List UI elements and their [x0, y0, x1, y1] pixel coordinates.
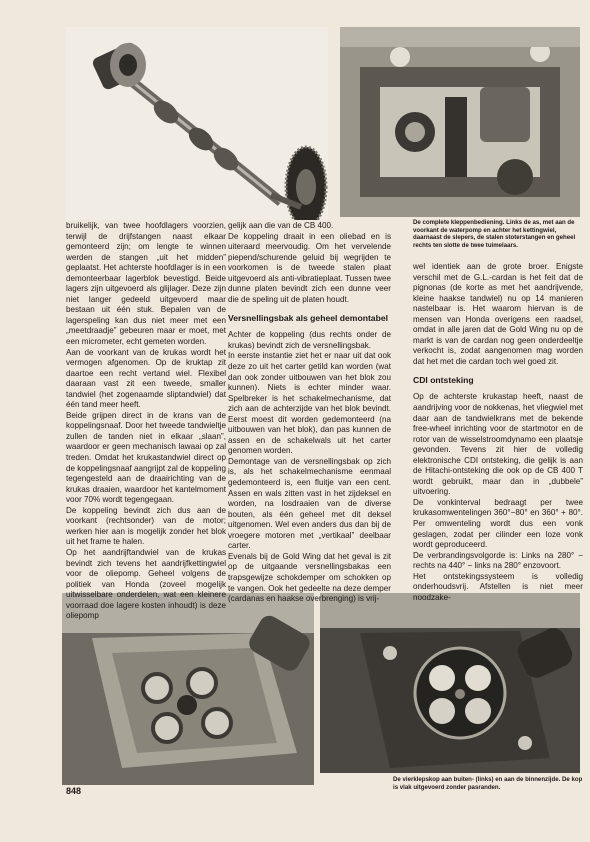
text-column-left	[66, 221, 226, 622]
photo-caption-top: De complete kleppenbediening. Links de as, met aan de voorkant de waterpomp en achter het kettingwiel, daarnaast de slepers, de stalen stoterstangen en geheel rechts ten slotte de twee tuimelaars.	[413, 219, 576, 249]
paragraph: De verbrandingsvolgorde is: Links na 280° − rechts na 440° − links na 280° enzovoort.	[413, 550, 583, 571]
photo-caption-bottom: De vierklepskop aan buiten- (links) en aan de binnenzijde. De kop is vlak uitgevoerd zonder pasranden.	[393, 776, 583, 791]
camshaft-with-gear-photo	[66, 27, 328, 220]
paragraph: wel identiek aan de grote broer. Enigste verschil met de G.L.-cardan is het feit dat de pignonas (de korte as met het aandrijvende, kleine haakse tandwiel) nu op 14 manieren nastelbaar is. Het waarom hiervan is de mensen van Honda overigens een raadsel, omdat in alle jaren dat de Gold Wing nu op de markt is van de cardan nog geen onderdeeltje verkocht is, zodat aangenomen mag worden dat het met die cardan toch wel goed zit.	[413, 262, 583, 366]
paragraph: Het ontstekingssysteem is volledig onderhoudsvrij. Afstellen is niet meer noodzake-	[413, 571, 583, 602]
cylinder-head-inner-photo	[320, 593, 580, 773]
page-number: 848	[66, 786, 82, 796]
text-column-middle	[228, 221, 391, 605]
paragraph: Evenals bij de Gold Wing dat het geval is zit op de uitgaande versnellingsbakas een trapsgewijze schokdemper om schokken op te vangen. Ook het gedeelte na deze demper (cardanas en haakse overbrenging) is vrij-	[228, 551, 391, 604]
paragraph: gelijk aan die van de CB 400.	[228, 221, 334, 230]
paragraph: Demontage van de versnellingsbak op zich is, als het schakelmechanisme eenmaal gedemonteerd is, een fluitje van een cent. Assen en wals zitten vast in het zijdeksel en worden, na losdraaien van de diverse bouten, als één geheel met dit deksel uitgenomen. Wel even anders dus dan bij de vroegere motoren met „vertikaal” deelbaar carter.	[228, 456, 391, 551]
section-heading-cdi: CDI ontsteking	[413, 375, 474, 386]
valve-gear-photo	[340, 27, 580, 217]
paragraph: Op de achterste krukastap heeft, naast de aandrijving voor de nokkenas, het vliegwiel met daar aan de tandwielkrans met de bekende free-wheel inrichting voor de startmotor en de rotor van de wisselstroomdynamo een plaatsje gevonden. Tevens zit hier de volledig elektronische CDI ontsteking, die gelijk is aan de Hitachi-ontsteking die ook op de CB 400 T wordt gebruikt, maar dan in „dubbele” uitvoering.	[413, 392, 583, 497]
paragraph: In eerste instantie ziet het er naar uit dat ook deze zo uit het carter getild kan worden (wat dan ook zonder uitbouwen van het blok zou kunnen). Niets is echter minder waar. Spelbreker is het schakelmechanisme, dat zich aan de achterzijde van het blok bevindt. Eerst moest dit worden gedemonteerd (na uitbouwen van het blok), dan pas kunnen de assen en de schakelwals uit het carter genomen worden.	[228, 351, 391, 456]
paragraph: Achter de koppeling (dus rechts onder de krukas) bevindt zich de versnellingsbak.	[228, 330, 391, 350]
paragraph: bruikelijk, van twee hoofdlagers voorzien, terwijl de drijfstangen naast elkaar gemonteerd zijn; om lengte te winnen werden de stangen „uit het midden” geplaatst. Het achterste hoofdlager is in een demonteerbaar lagerblok bevestigd. Beide lagers zijn uitgevoerd als glijlager. Deze zijn niet langer gedeeld uitgevoerd maar bestaan uit één stuk. Bepalen van de lagerspeling kan dus niet meer met een „meetdraadje” gebeuren maar er moet, met een micrometer, echt gemeten worden.	[66, 221, 226, 347]
paragraph: De koppeling draait in een oliebad en is uiteraard meervoudig. Om het vervelende piepend/schurende geluid bij wegrijden te voorkomen is de tweede stalen plaat uitgevoerd als anti-vibratieplaat. Tussen twee dunne platen bevindt zich een dunne veer die de speling uit de platen houdt.	[228, 231, 391, 304]
text-column-right	[413, 262, 583, 603]
paragraph: De koppeling bevindt zich dus aan de voorkant (rechtsonder) van de motor; werken hier aan is mogelijk zonder het blok uit het frame te halen.	[66, 505, 226, 547]
paragraph: Op het aandrijftandwiel van de krukas bevindt zich tevens het aandrijfkettingwiel voor de oliepomp. Geheel volgens de politiek van Honda (zoveel mogelijk uitwisselbare onderdelen, wat een kleinere voorraad doe lagere kosten inhoudt) is deze oliepomp	[66, 547, 226, 621]
paragraph: Beide grijpen direct in de krans van de koppelingsnaaf. Door het tweede tandwieltje zullen de tanden niet in elkaar „slaan”, waardoor er geen mechanisch lawaai op zal treden. Omdat het krukastandwiel direct op de koppelingsnaaf aangrijpt zal de koppeling tegengesteld aan de draairichting van de krukas draaien, waardoor het kantelmoment voor 70% wordt tegengegaan.	[66, 410, 226, 505]
paragraph: Aan de voorkant van de krukas wordt het vermogen afgenomen. Op de kruktap zit daartoe een recht vertand wiel. Flexibel daaraan vast zit een tweede, smaller tandwiel (het zogenaamde sliptandwiel) dat één tand meer heeft.	[66, 347, 226, 410]
cylinder-head-outer-photo	[62, 593, 314, 785]
paragraph: De vonkinterval bedraagt per twee krukasomwentelingen 360°−80° en 360° + 80°. Per omwenteling wordt dus een vonk geslagen, zodat per cilinder een loze vonk wordt geproduceerd.	[413, 497, 583, 550]
section-heading-gearbox: Versnellingsbak als geheel demontabel	[228, 313, 388, 324]
